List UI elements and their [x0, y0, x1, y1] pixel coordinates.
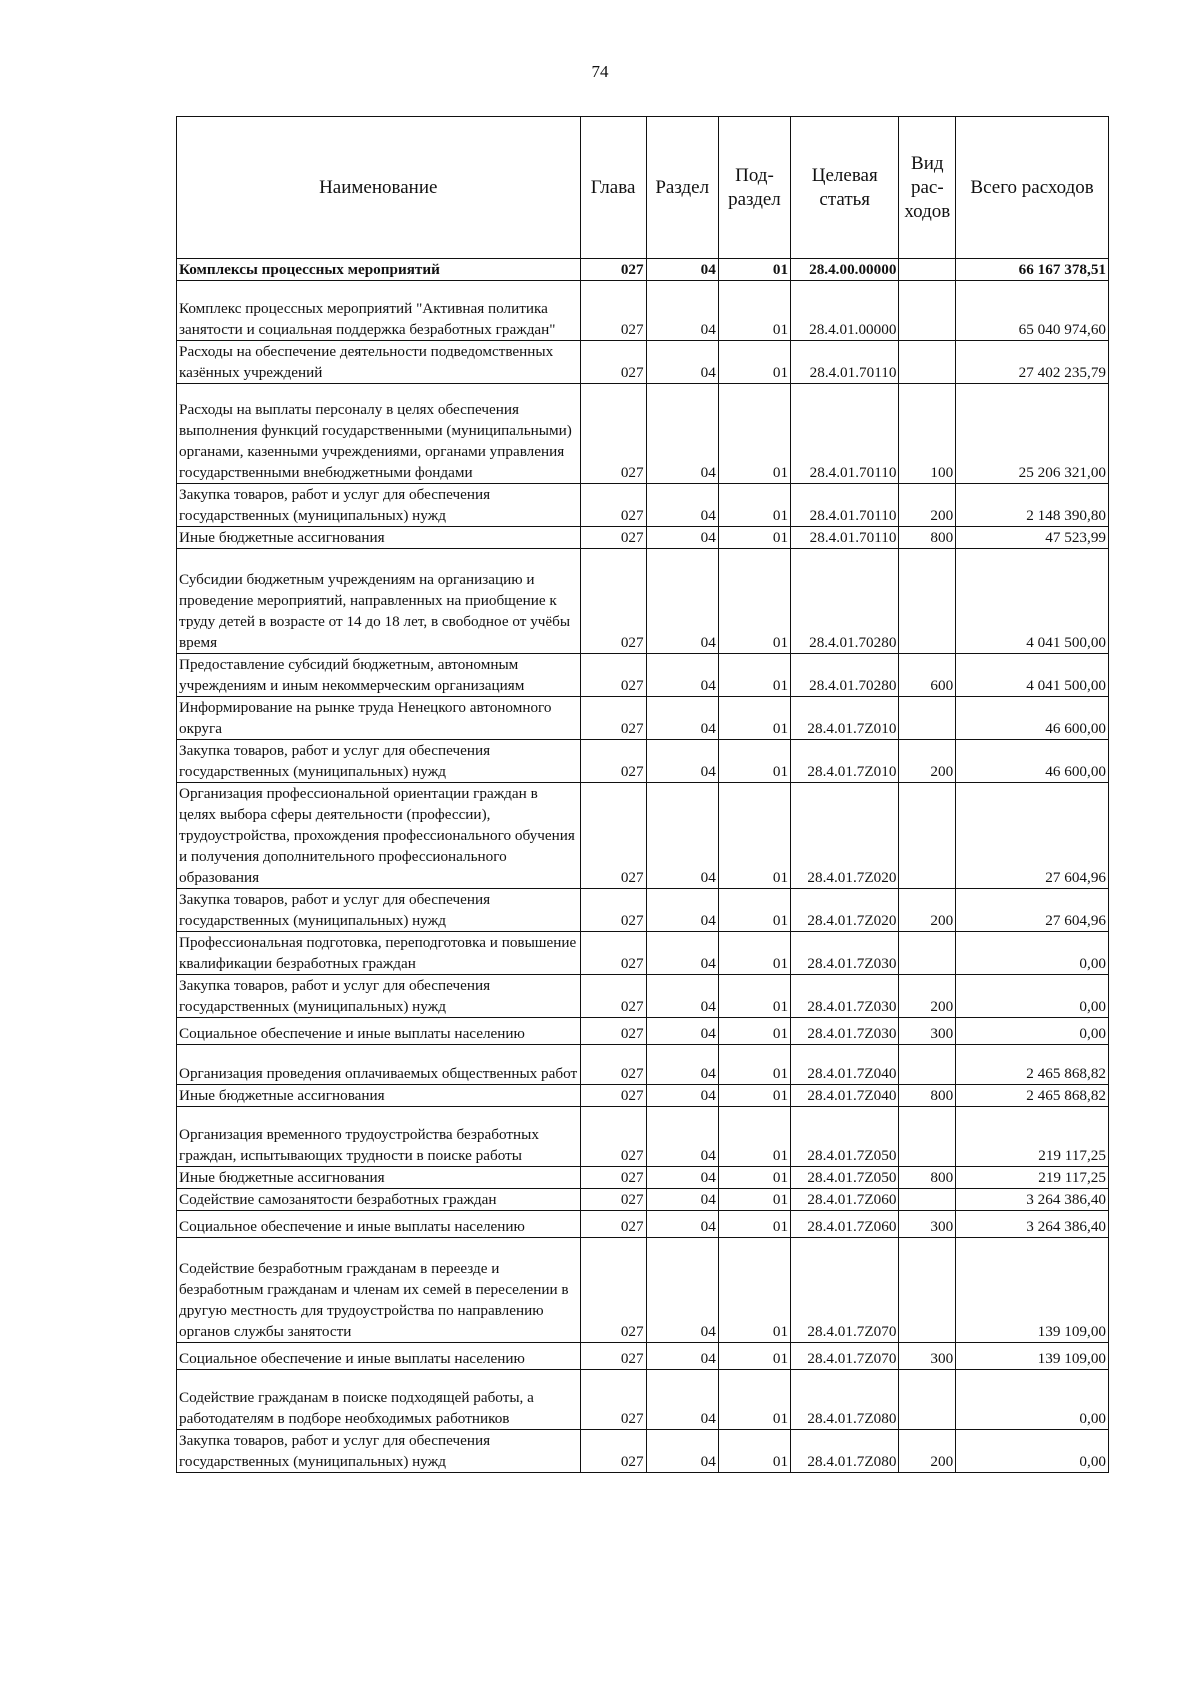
cell-glava: 027 [580, 1189, 646, 1211]
cell-statya: 28.4.01.7Z030 [791, 1018, 899, 1045]
cell-statya: 28.4.01.70110 [791, 484, 899, 527]
cell-vid [899, 783, 956, 889]
cell-razdel: 04 [646, 697, 718, 740]
cell-glava: 027 [580, 1018, 646, 1045]
cell-podrazdel: 01 [718, 484, 790, 527]
cell-podrazdel: 01 [718, 1167, 790, 1189]
cell-podrazdel: 01 [718, 384, 790, 484]
page-number: 74 [591, 62, 609, 81]
cell-name: Закупка товаров, работ и услуг для обеспечения государственных (муниципальных) нужд [177, 740, 581, 783]
cell-podrazdel: 01 [718, 889, 790, 932]
cell-total: 4 041 500,00 [956, 654, 1109, 697]
cell-podrazdel: 01 [718, 654, 790, 697]
cell-total: 66 167 378,51 [956, 259, 1109, 281]
cell-podrazdel: 01 [718, 932, 790, 975]
cell-glava: 027 [580, 932, 646, 975]
cell-vid: 800 [899, 1085, 956, 1107]
cell-total: 46 600,00 [956, 740, 1109, 783]
table-row [177, 1107, 1109, 1167]
table-row [177, 549, 1109, 654]
cell-name: Информирование на рынке труда Ненецкого автономного округа [177, 697, 581, 740]
header-row [177, 117, 1109, 259]
cell-razdel: 04 [646, 1343, 718, 1370]
cell-razdel: 04 [646, 1018, 718, 1045]
cell-razdel: 04 [646, 654, 718, 697]
cell-vid: 200 [899, 889, 956, 932]
table-row [177, 1085, 1109, 1107]
header-podrazdel: Под- раздел [718, 117, 790, 259]
cell-total: 47 523,99 [956, 527, 1109, 549]
cell-glava: 027 [580, 697, 646, 740]
cell-statya: 28.4.01.70280 [791, 549, 899, 654]
table-row [177, 527, 1109, 549]
cell-glava: 027 [580, 1167, 646, 1189]
cell-vid [899, 1238, 956, 1343]
cell-total: 219 117,25 [956, 1107, 1109, 1167]
cell-podrazdel: 01 [718, 527, 790, 549]
cell-razdel: 04 [646, 384, 718, 484]
cell-glava: 027 [580, 654, 646, 697]
cell-total: 46 600,00 [956, 697, 1109, 740]
cell-vid: 200 [899, 484, 956, 527]
cell-name: Предоставление субсидий бюджетным, автономным учреждениям и иным некоммерческим организациям [177, 654, 581, 697]
cell-vid: 800 [899, 1167, 956, 1189]
cell-vid: 100 [899, 384, 956, 484]
cell-podrazdel: 01 [718, 697, 790, 740]
cell-podrazdel: 01 [718, 1018, 790, 1045]
cell-total: 3 264 386,40 [956, 1189, 1109, 1211]
cell-glava: 027 [580, 783, 646, 889]
cell-razdel: 04 [646, 740, 718, 783]
cell-vid: 200 [899, 740, 956, 783]
cell-vid: 300 [899, 1211, 956, 1238]
cell-total: 0,00 [956, 1430, 1109, 1473]
cell-statya: 28.4.01.7Z010 [791, 740, 899, 783]
cell-statya: 28.4.01.00000 [791, 281, 899, 341]
header-vid: Вид рас- ходов [899, 117, 956, 259]
cell-statya: 28.4.01.7Z040 [791, 1045, 899, 1085]
cell-glava: 027 [580, 384, 646, 484]
cell-name: Социальное обеспечение и иные выплаты населению [177, 1343, 581, 1370]
budget-table [176, 116, 1109, 1473]
cell-glava: 027 [580, 341, 646, 384]
cell-podrazdel: 01 [718, 1343, 790, 1370]
cell-vid [899, 932, 956, 975]
cell-glava: 027 [580, 1430, 646, 1473]
table-row [177, 783, 1109, 889]
cell-name: Закупка товаров, работ и услуг для обеспечения государственных (муниципальных) нужд [177, 889, 581, 932]
cell-statya: 28.4.01.7Z080 [791, 1430, 899, 1473]
cell-total: 4 041 500,00 [956, 549, 1109, 654]
cell-name: Закупка товаров, работ и услуг для обеспечения государственных (муниципальных) нужд [177, 484, 581, 527]
cell-razdel: 04 [646, 1211, 718, 1238]
table-row [177, 1189, 1109, 1211]
cell-statya: 28.4.00.00000 [791, 259, 899, 281]
cell-podrazdel: 01 [718, 1107, 790, 1167]
cell-total: 0,00 [956, 975, 1109, 1018]
cell-name: Содействие самозанятости безработных граждан [177, 1189, 581, 1211]
cell-podrazdel: 01 [718, 975, 790, 1018]
cell-razdel: 04 [646, 341, 718, 384]
table-row [177, 932, 1109, 975]
table-row [177, 384, 1109, 484]
cell-statya: 28.4.01.7Z070 [791, 1343, 899, 1370]
table-row [177, 1238, 1109, 1343]
table-row [177, 484, 1109, 527]
cell-statya: 28.4.01.7Z010 [791, 697, 899, 740]
cell-name: Организация проведения оплачиваемых общественных работ [177, 1045, 581, 1085]
cell-name: Социальное обеспечение и иные выплаты населению [177, 1211, 581, 1238]
table-row [177, 1045, 1109, 1085]
cell-vid: 800 [899, 527, 956, 549]
cell-glava: 027 [580, 1343, 646, 1370]
table-row [177, 1167, 1109, 1189]
cell-vid: 200 [899, 1430, 956, 1473]
table-row [177, 281, 1109, 341]
cell-razdel: 04 [646, 889, 718, 932]
cell-podrazdel: 01 [718, 549, 790, 654]
cell-razdel: 04 [646, 1085, 718, 1107]
cell-name: Расходы на обеспечение деятельности подведомственных казённых учреждений [177, 341, 581, 384]
cell-statya: 28.4.01.70110 [791, 384, 899, 484]
cell-total: 27 604,96 [956, 783, 1109, 889]
table-row [177, 259, 1109, 281]
cell-name: Комплексы процессных мероприятий [177, 259, 581, 281]
cell-vid [899, 1045, 956, 1085]
cell-glava: 027 [580, 549, 646, 654]
cell-vid: 300 [899, 1018, 956, 1045]
cell-total: 25 206 321,00 [956, 384, 1109, 484]
cell-total: 219 117,25 [956, 1167, 1109, 1189]
table-row [177, 341, 1109, 384]
cell-vid [899, 341, 956, 384]
cell-total: 3 264 386,40 [956, 1211, 1109, 1238]
cell-vid: 300 [899, 1343, 956, 1370]
cell-glava: 027 [580, 1211, 646, 1238]
cell-name: Иные бюджетные ассигнования [177, 1085, 581, 1107]
cell-glava: 027 [580, 1045, 646, 1085]
cell-total: 0,00 [956, 932, 1109, 975]
cell-podrazdel: 01 [718, 281, 790, 341]
cell-statya: 28.4.01.70110 [791, 341, 899, 384]
header-name: Наименование [177, 117, 581, 259]
header-statya: Целевая статья [791, 117, 899, 259]
cell-name: Социальное обеспечение и иные выплаты населению [177, 1018, 581, 1045]
cell-podrazdel: 01 [718, 1370, 790, 1430]
cell-statya: 28.4.01.7Z020 [791, 889, 899, 932]
table-row [177, 654, 1109, 697]
cell-razdel: 04 [646, 549, 718, 654]
cell-name: Профессиональная подготовка, переподготовка и повышение квалификации безработных граждан [177, 932, 581, 975]
table-row [177, 740, 1109, 783]
cell-podrazdel: 01 [718, 1238, 790, 1343]
table-row [177, 1343, 1109, 1370]
cell-vid: 600 [899, 654, 956, 697]
cell-podrazdel: 01 [718, 783, 790, 889]
cell-razdel: 04 [646, 1045, 718, 1085]
cell-razdel: 04 [646, 1430, 718, 1473]
cell-statya: 28.4.01.7Z030 [791, 975, 899, 1018]
cell-razdel: 04 [646, 259, 718, 281]
cell-name: Иные бюджетные ассигнования [177, 527, 581, 549]
cell-statya: 28.4.01.7Z060 [791, 1189, 899, 1211]
cell-statya: 28.4.01.70280 [791, 654, 899, 697]
cell-vid [899, 697, 956, 740]
cell-razdel: 04 [646, 975, 718, 1018]
cell-razdel: 04 [646, 281, 718, 341]
cell-total: 139 109,00 [956, 1238, 1109, 1343]
table-row [177, 1018, 1109, 1045]
cell-podrazdel: 01 [718, 1189, 790, 1211]
table-row [177, 697, 1109, 740]
cell-statya: 28.4.01.7Z020 [791, 783, 899, 889]
cell-razdel: 04 [646, 783, 718, 889]
cell-statya: 28.4.01.70110 [791, 527, 899, 549]
cell-razdel: 04 [646, 1167, 718, 1189]
cell-vid [899, 1370, 956, 1430]
cell-total: 27 402 235,79 [956, 341, 1109, 384]
cell-podrazdel: 01 [718, 1430, 790, 1473]
cell-statya: 28.4.01.7Z050 [791, 1107, 899, 1167]
cell-total: 2 465 868,82 [956, 1045, 1109, 1085]
cell-name: Комплекс процессных мероприятий "Активная политика занятости и социальная поддержка безработных граждан" [177, 281, 581, 341]
cell-podrazdel: 01 [718, 1045, 790, 1085]
cell-glava: 027 [580, 1085, 646, 1107]
cell-total: 2 148 390,80 [956, 484, 1109, 527]
cell-glava: 027 [580, 740, 646, 783]
cell-razdel: 04 [646, 1107, 718, 1167]
cell-glava: 027 [580, 975, 646, 1018]
cell-glava: 027 [580, 1107, 646, 1167]
cell-name: Расходы на выплаты персоналу в целях обеспечения выполнения функций государственными (муниципальными) органами, казенными учреждениями, органами управления государственными внебюджетными фондами [177, 384, 581, 484]
cell-statya: 28.4.01.7Z060 [791, 1211, 899, 1238]
cell-razdel: 04 [646, 932, 718, 975]
cell-podrazdel: 01 [718, 1085, 790, 1107]
cell-statya: 28.4.01.7Z070 [791, 1238, 899, 1343]
cell-statya: 28.4.01.7Z030 [791, 932, 899, 975]
header-razdel: Раздел [646, 117, 718, 259]
cell-name: Организация временного трудоустройства безработных граждан, испытывающих трудности в поиске работы [177, 1107, 581, 1167]
header-glava: Глава [580, 117, 646, 259]
cell-statya: 28.4.01.7Z050 [791, 1167, 899, 1189]
cell-name: Закупка товаров, работ и услуг для обеспечения государственных (муниципальных) нужд [177, 1430, 581, 1473]
cell-vid [899, 549, 956, 654]
cell-glava: 027 [580, 527, 646, 549]
cell-razdel: 04 [646, 1189, 718, 1211]
cell-total: 2 465 868,82 [956, 1085, 1109, 1107]
cell-razdel: 04 [646, 1370, 718, 1430]
table-row [177, 889, 1109, 932]
cell-glava: 027 [580, 484, 646, 527]
cell-podrazdel: 01 [718, 740, 790, 783]
cell-name: Иные бюджетные ассигнования [177, 1167, 581, 1189]
cell-total: 0,00 [956, 1018, 1109, 1045]
cell-razdel: 04 [646, 484, 718, 527]
cell-total: 139 109,00 [956, 1343, 1109, 1370]
cell-name: Закупка товаров, работ и услуг для обеспечения государственных (муниципальных) нужд [177, 975, 581, 1018]
cell-podrazdel: 01 [718, 341, 790, 384]
cell-vid [899, 1107, 956, 1167]
table-row [177, 1211, 1109, 1238]
cell-vid [899, 259, 956, 281]
cell-name: Содействие безработным гражданам в переезде и безработным гражданам и членам их семей в переселении в другую местность для трудоустройства по направлению органов службы занятости [177, 1238, 581, 1343]
cell-total: 0,00 [956, 1370, 1109, 1430]
cell-glava: 027 [580, 889, 646, 932]
cell-vid [899, 1189, 956, 1211]
cell-podrazdel: 01 [718, 1211, 790, 1238]
cell-glava: 027 [580, 259, 646, 281]
cell-razdel: 04 [646, 1238, 718, 1343]
cell-glava: 027 [580, 281, 646, 341]
table-row [177, 975, 1109, 1018]
cell-name: Организация профессиональной ориентации граждан в целях выбора сферы деятельности (профессии), трудоустройства, прохождения профессионального обучения и получения дополнительного профессионального образования [177, 783, 581, 889]
table-row [177, 1430, 1109, 1473]
cell-razdel: 04 [646, 527, 718, 549]
cell-vid [899, 281, 956, 341]
cell-podrazdel: 01 [718, 259, 790, 281]
cell-glava: 027 [580, 1370, 646, 1430]
header-total: Всего расходов [956, 117, 1109, 259]
table-row [177, 1370, 1109, 1430]
cell-total: 65 040 974,60 [956, 281, 1109, 341]
cell-glava: 027 [580, 1238, 646, 1343]
cell-statya: 28.4.01.7Z040 [791, 1085, 899, 1107]
cell-statya: 28.4.01.7Z080 [791, 1370, 899, 1430]
cell-name: Содействие гражданам в поиске подходящей работы, а работодателям в подборе необходимых работников [177, 1370, 581, 1430]
cell-name: Субсидии бюджетным учреждениям на организацию и проведение мероприятий, направленных на приобщение к труду детей в возрасте от 14 до 18 лет, в свободное от учёбы время [177, 549, 581, 654]
cell-vid: 200 [899, 975, 956, 1018]
cell-total: 27 604,96 [956, 889, 1109, 932]
